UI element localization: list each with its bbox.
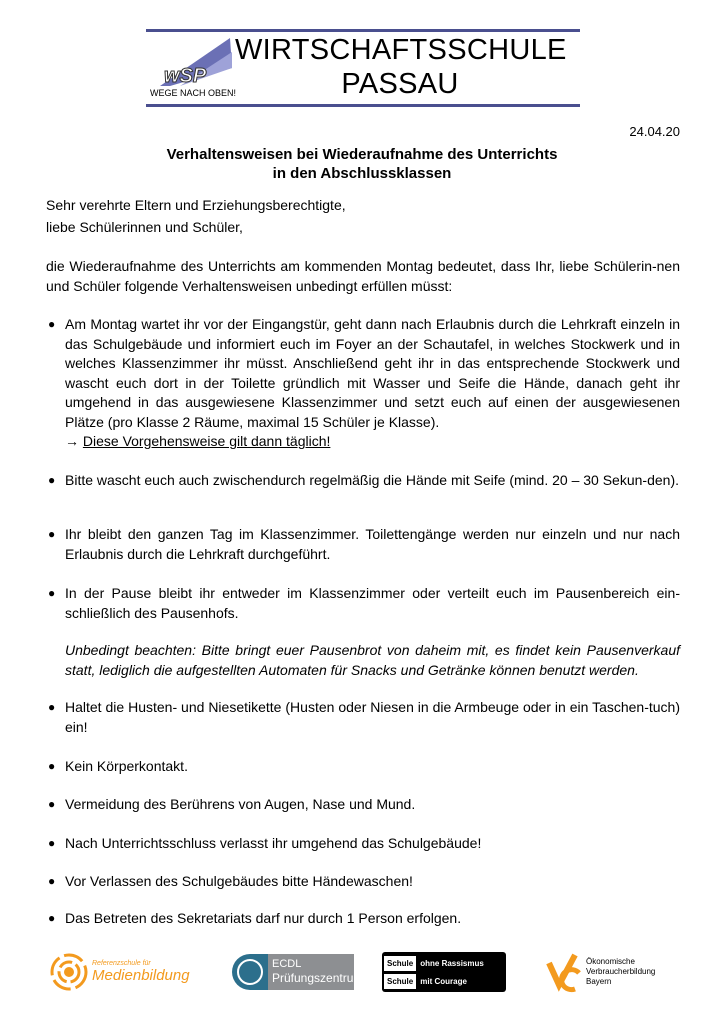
sor-text: Schule — [384, 974, 416, 989]
slogan: WEGE NACH OBEN! — [150, 88, 237, 98]
emphasis-text: Diese Vorgehensweise gilt dann täglich! — [82, 433, 331, 449]
bullet-icon: ● — [48, 586, 56, 600]
bullet-icon: ● — [48, 911, 56, 925]
italic-note: Unbedingt beachten: Bitte bringt euer Pausenbrot von daheim mit, es findet kein Pausenverkauf statt, lediglich die aufgestellten Automaten für Snacks und Getränke können benutzt werden. — [65, 642, 680, 678]
medien-small-text: Referenzschule für — [92, 960, 151, 967]
sor-text: mit Courage — [420, 976, 467, 986]
ecdl-text: ECDL — [272, 958, 302, 970]
date: 24.04.20 — [629, 124, 680, 139]
bullet-text: Vor Verlassen des Schulgebäudes bitte Händewaschen! — [65, 873, 413, 889]
svg-text:wSP: wSP — [164, 65, 207, 87]
sor-text: Schule — [384, 956, 416, 971]
bullet-item — [46, 834, 680, 854]
title-line2: in den Abschlussklassen — [272, 165, 452, 182]
bullet-item — [46, 315, 680, 452]
medienbildung-logo — [50, 950, 190, 994]
bullet-text: Vermeidung des Berührens von Augen, Nase und Mund. — [65, 796, 416, 812]
bullet-item — [46, 698, 680, 737]
bullet-icon: ● — [48, 797, 56, 811]
wsp-logo-icon — [150, 38, 235, 88]
bullet-item — [46, 471, 680, 491]
schule-ohne-rassismus-logo — [382, 950, 506, 994]
bullet-icon: ● — [48, 836, 56, 850]
sor-text: ohne Rassismus — [420, 958, 484, 968]
bullet-icon: ● — [48, 527, 56, 541]
bullet-icon: ● — [48, 874, 56, 888]
arrow-icon: → — [65, 433, 79, 449]
header-rule-bottom — [146, 104, 580, 107]
bullet-item — [46, 525, 680, 564]
bullet-text: Am Montag wartet ihr vor der Eingangstür, geht dann nach Erlaubnis durch die Lehrkraft einzeln in das Schulgebäude und informiert euch im Foyer an der Schautafel, in welches Stockwerk und in welches Klassenzimmer ihr müsst. Anschließend geht ihr in das entsprechende Stockwerk und wascht euch dort in der Toilette gründlich mit Wasser und Seife die Hände, danach geht ihr umgehend in das ausgewiesene Klassenzimmer und setzt euch auf einen der ausgewiesenen Plätze (pro Klasse 2 Räume, maximal 15 Schüler je Klasse). — [65, 316, 680, 430]
wsp-logo — [150, 38, 235, 88]
bullet-text: Haltet die Husten- und Niesetikette (Husten oder Niesen in die Armbeuge oder in ein Taschen-tuch) ein! — [65, 699, 680, 735]
bullet-icon: ● — [48, 317, 56, 331]
title-line1: Verhaltensweisen bei Wiederaufnahme des Unterrichts — [166, 146, 558, 163]
bullet-icon: ● — [48, 759, 56, 773]
bullet-text: Das Betreten des Sekretariats darf nur durch 1 Person erfolgen. — [65, 910, 462, 926]
header-rule-top — [146, 29, 580, 32]
ecdl-globe-icon — [232, 954, 268, 990]
bullet-text: Bitte wascht euch auch zwischendurch regelmäßig die Hände mit Seife (mind. 20 – 30 Sekun-den). — [65, 472, 679, 488]
bullet-item — [46, 584, 680, 623]
verbraucherbildung-logo — [545, 950, 655, 994]
intro-paragraph: die Wiederaufnahme des Unterrichts am kommenden Montag bedeutet, dass Ihr, liebe Schülerin-nen und Schüler folgende Verhaltensweisen unbedingt erfüllen müsst: — [46, 258, 680, 294]
bullet-icon: ● — [48, 473, 56, 487]
bullet-text: Ihr bleibt den ganzen Tag im Klassenzimmer. Toilettengänge werden nur einzeln und nur nach Erlaubnis durch die Lehrkraft durchgeführt. — [65, 526, 680, 562]
bullet-text: Nach Unterrichtsschluss verlasst ihr umgehend das Schulgebäude! — [65, 835, 482, 851]
school-name-line1: WIRTSCHAFTSSCHULE — [235, 34, 567, 66]
bullet-item — [46, 795, 680, 815]
medienbildung-icon — [50, 953, 88, 991]
bullet-text: Kein Körperkontakt. — [65, 758, 188, 774]
greeting-line1: Sehr verehrte Eltern und Erziehungsberechtigte, — [46, 197, 346, 213]
bullet-item — [46, 757, 680, 777]
medien-big-text: Medienbildung — [92, 967, 190, 984]
verbraucherbildung-icon — [545, 951, 583, 993]
bullet-icon: ● — [48, 700, 56, 714]
page-title — [0, 145, 724, 183]
ecdl-logo — [232, 950, 364, 994]
school-name-line2: PASSAU — [341, 68, 459, 100]
okv-text: Bayern — [586, 977, 612, 986]
okv-text: Ökonomische — [586, 957, 635, 966]
bullet-item — [46, 909, 680, 929]
okv-text: Verbraucherbildung — [586, 967, 656, 976]
greeting-line2: liebe Schülerinnen und Schüler, — [46, 219, 243, 235]
bullet-item — [46, 872, 680, 892]
ecdl-sub-text: Prüfungszentrum — [272, 971, 364, 985]
bullet-text: In der Pause bleibt ihr entweder im Klassenzimmer oder verteilt euch im Pausenbereich ein-schließlich des Pausenhofs. — [65, 585, 680, 621]
